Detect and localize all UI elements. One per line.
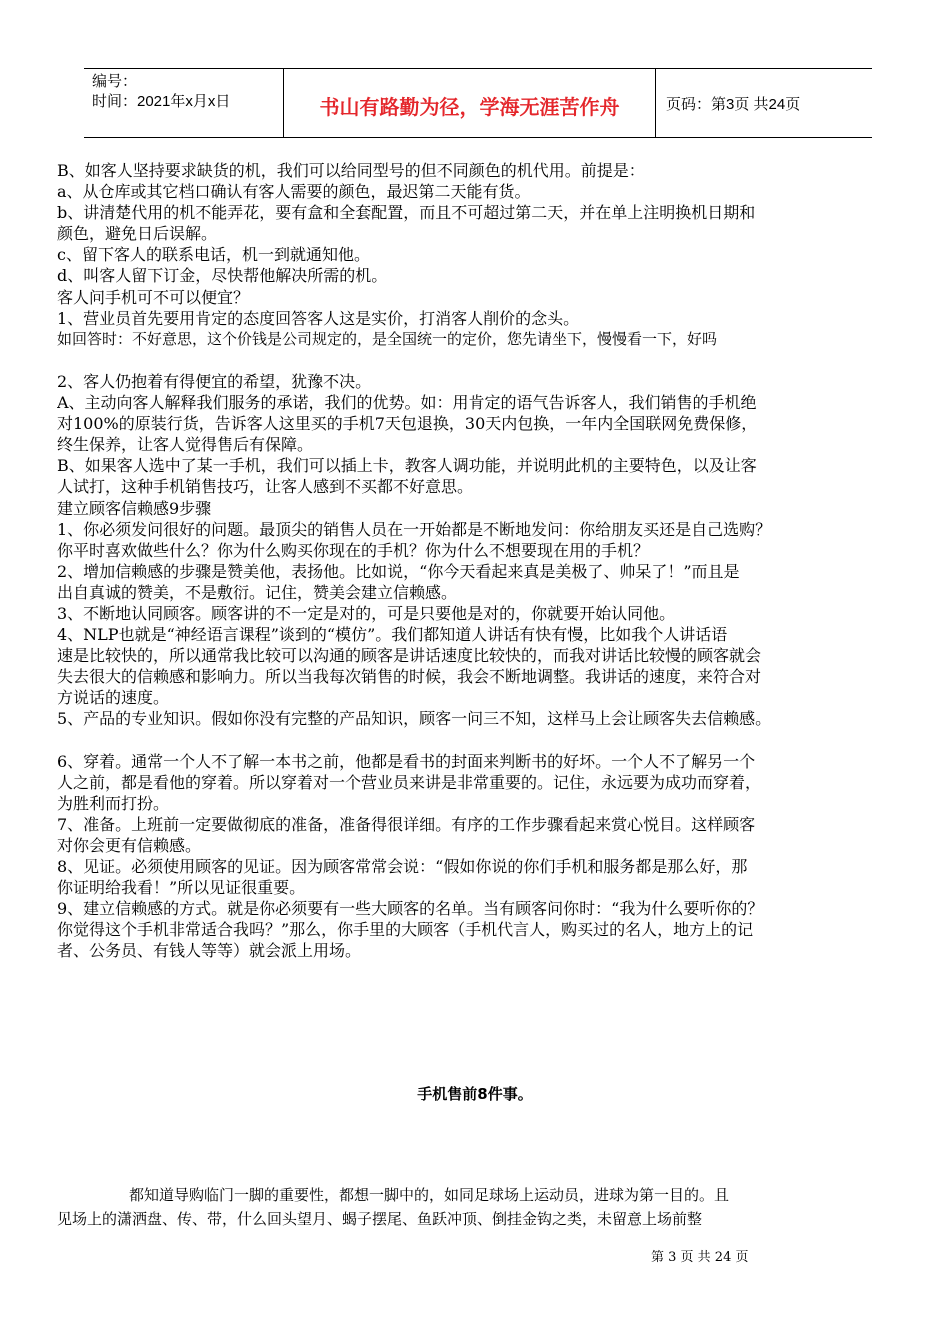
body-line (57, 730, 907, 751)
body-line: 如回答时：不好意思，这个价钱是公司规定的，是全国统一的定价，您先请坐下，慢慢看一下，好吗 (57, 329, 718, 348)
header-motto-cell (284, 69, 656, 137)
body-line: 5、产品的专业知识。假如你没有完整的产品知识，顾客一问三不知，这样马上会让顾客失去信赖感。 (57, 709, 772, 729)
body-line: c、留下客人的联系电话，机一到就通知他。 (57, 245, 370, 265)
intro-line: 见场上的潇洒盘、传、带，什么回头望月、蝎子摆尾、鱼跃冲顶、倒挂金钩之类，未留意上场前整 (57, 1210, 703, 1228)
page-info: 页码：第3页 共24页 (666, 96, 801, 113)
section-title: 手机售前8件事。 (417, 1085, 533, 1103)
body-line: 1、营业员首先要用肯定的态度回答客人这是实价，打消客人削价的念头。 (57, 308, 580, 328)
body-line: B、如果客人选中了某一手机，我们可以插上卡，教客人调功能，并说明此机的主要特色，以及让客 (57, 456, 757, 476)
body-line: 2、增加信赖感的步骤是赞美他，表扬他。比如说，“你今天看起来真是美极了、帅呆了！”而且是 (57, 561, 740, 581)
body-line: 为胜利而打扮。 (57, 793, 170, 813)
body-line: d、叫客人留下订金，尽快帮他解决所需的机。 (57, 266, 388, 286)
doc-number: 编号： (92, 73, 138, 90)
body-line: B、如客人坚持要求缺货的机，我们可以给同型号的但不同颜色的机代用。前提是： (57, 161, 645, 180)
motto-text: 书山有路勤为径，学海无涯苦作舟 (319, 95, 620, 119)
header-meta-cell (84, 69, 284, 137)
body-line: 你觉得这个手机非常适合我吗？”那么，你手里的大顾客（手机代言人，购买过的名人，地方上的记 (57, 920, 754, 940)
page-footer: 第 3 页 共 24 页 (651, 1250, 749, 1265)
body-line: 对100%的原装行货，告诉客人这里买的手机7天包退换，30天内包换，一年内全国联网免费保修， (57, 414, 758, 434)
body-line: a、从仓库或其它档口确认有客人需要的颜色，最迟第二天能有货。 (57, 182, 531, 202)
body-line: 你平时喜欢做些什么？你为什么购买你现在的手机？你为什么不想要现在用的手机？ (57, 540, 650, 560)
body-line: 出自真诚的赞美，不是敷衍。记住，赞美会建立信赖感。 (57, 582, 458, 602)
body-line: 人之前，都是看他的穿着。所以穿着对一个营业员来讲是非常重要的。记住，永远要为成功而穿着， (57, 772, 762, 792)
body-line: 9、建立信赖感的方式。就是你必须要有一些大顾客的名单。当有顾客问你时：“我为什么要听你的？ (57, 899, 764, 919)
body-text (57, 160, 907, 962)
body-line (57, 350, 907, 371)
body-line: 颜色，避免日后误解。 (57, 224, 218, 244)
body-line: 3、不断地认同顾客。顾客讲的不一定是对的，可是只要他是对的，你就要开始认同他。 (57, 603, 676, 623)
body-line: 6、穿着。通常一个人不了解一本书之前，他都是看书的封面来判断书的好坏。一个人不了解另一个 (57, 751, 756, 771)
body-line: 方说话的速度。 (57, 688, 170, 708)
body-line: 4、NLP也就是“神经语言课程”谈到的“模仿”。我们都知道人讲话有快有慢，比如我个人讲话语 (57, 625, 728, 645)
body-line: 人试打，这种手机销售技巧，让客人感到不买都不好意思。 (57, 477, 474, 497)
body-line: 建立顾客信赖感9步骤 (57, 498, 212, 518)
body-line: 终生保养，让客人觉得售后有保障。 (57, 435, 314, 455)
body-line: b、讲清楚代用的机不能弄花，要有盒和全套配置，而且不可超过第二天，并在单上注明换机日期和 (57, 203, 756, 223)
intro-line: 都知道导购临门一脚的重要性，都想一脚中的，如同足球场上运动员，进球为第一目的。且 (129, 1186, 730, 1204)
body-line: 2、客人仍抱着有得便宜的希望，犹豫不决。 (57, 371, 372, 391)
body-line: A、主动向客人解释我们服务的承诺，我们的优势。如：用肯定的语气告诉客人，我们销售的手机绝 (57, 393, 757, 413)
body-line: 7、准备。上班前一定要做彻底的准备，准备得很详细。有序的工作步骤看起来赏心悦目。这样顾客 (57, 814, 756, 834)
body-line: 对你会更有信赖感。 (57, 836, 202, 855)
body-line: 你证明给我看！”所以见证很重要。 (57, 878, 306, 898)
header-page-cell (656, 69, 872, 137)
body-line: 失去很大的信赖感和影响力。所以当我每次销售的时候，我会不断地调整。我讲话的速度，来符合对 (57, 667, 762, 687)
body-line: 客人问手机可不可以便宜？ (57, 287, 250, 307)
body-line: 速是比较快的，所以通常我比较可以沟通的顾客是讲话速度比较快的，而我对讲话比较慢的顾客就会 (57, 646, 762, 666)
intro-paragraph (57, 1183, 907, 1231)
body-line: 8、见证。必须使用顾客的见证。因为顾客常常会说：“假如你说的你们手机和服务都是那么好，那 (57, 857, 748, 877)
doc-date: 时间：2021年x月x日 (92, 93, 231, 110)
header-box (84, 68, 872, 138)
body-line: 1、你必须发问很好的问题。最顶尖的销售人员在一开始都是不断地发问：你给朋友买还是自己选购？ (57, 519, 772, 539)
body-line: 者、公务员、有钱人等等）就会派上用场。 (57, 941, 362, 961)
